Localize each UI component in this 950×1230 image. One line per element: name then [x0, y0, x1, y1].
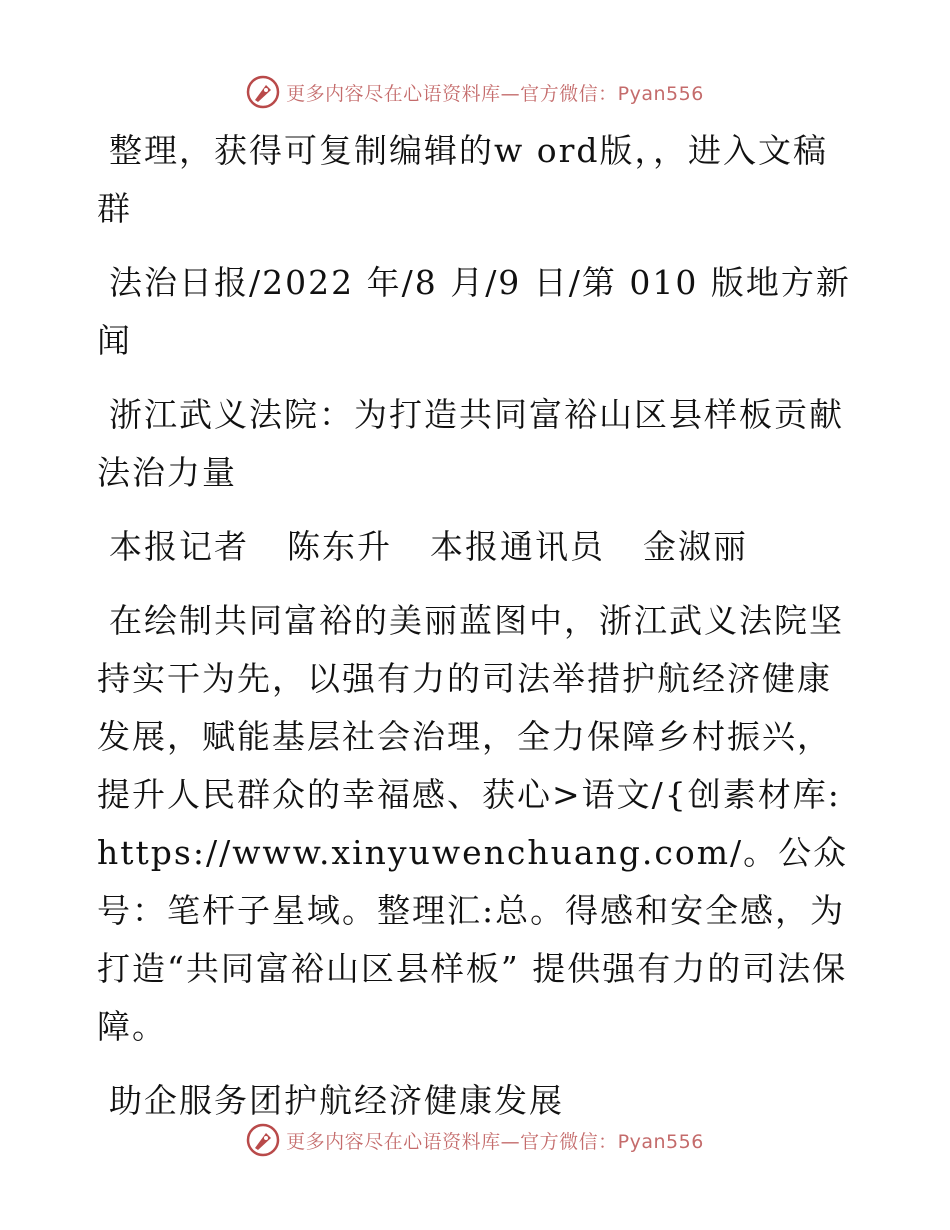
reporter-name: 陈东升 — [287, 527, 392, 566]
watermark-label: 更多内容尽在心语资料库—官方微信： — [286, 82, 618, 105]
document-body — [97, 122, 857, 1146]
paragraph-body: 在绘制共同富裕的美丽蓝图中，浙江武义法院坚持实干为先，以强有力的司法举措护航经济健康发展，赋能基层社会治理，全力保障乡村振兴，提升人民群众的幸福感、获心>语文/{创素材库: https://www.xinyuwenchuang.com/。公众号：笔杆子星域。整理汇:总。得感和安全感，为打造“共同富裕山区县样板” 提供强有力的司法保障。 — [97, 601, 849, 1046]
section-heading: 助企服务团护航经济健康发展 — [109, 1081, 564, 1120]
pen-nib-logo-icon — [246, 75, 280, 109]
correspondent-label: 本报通讯员 — [430, 527, 605, 566]
footer-watermark-banner — [0, 1120, 950, 1160]
watermark-handle: Pyan556 — [617, 82, 704, 105]
pen-nib-logo-icon — [246, 1123, 280, 1157]
paragraph-intro: 整理，获得可复制编辑的w ord版，，进入文稿群 — [97, 131, 829, 228]
article-title: 浙江武义法院：为打造共同富裕山区县样板贡献法治力量 — [97, 395, 844, 492]
byline — [97, 518, 857, 576]
watermark-label: 更多内容尽在心语资料库—官方微信： — [286, 1130, 618, 1153]
watermark-handle: Pyan556 — [617, 1130, 704, 1153]
paragraph-source: 法治日报/2022 年/8 月/9 日/第 010 版地方新闻 — [97, 263, 851, 360]
correspondent-name: 金淑丽 — [643, 527, 748, 566]
watermark-text — [286, 1127, 704, 1154]
reporter-label: 本报记者 — [109, 527, 249, 566]
watermark-text — [286, 79, 704, 106]
header-watermark-banner — [0, 72, 950, 112]
